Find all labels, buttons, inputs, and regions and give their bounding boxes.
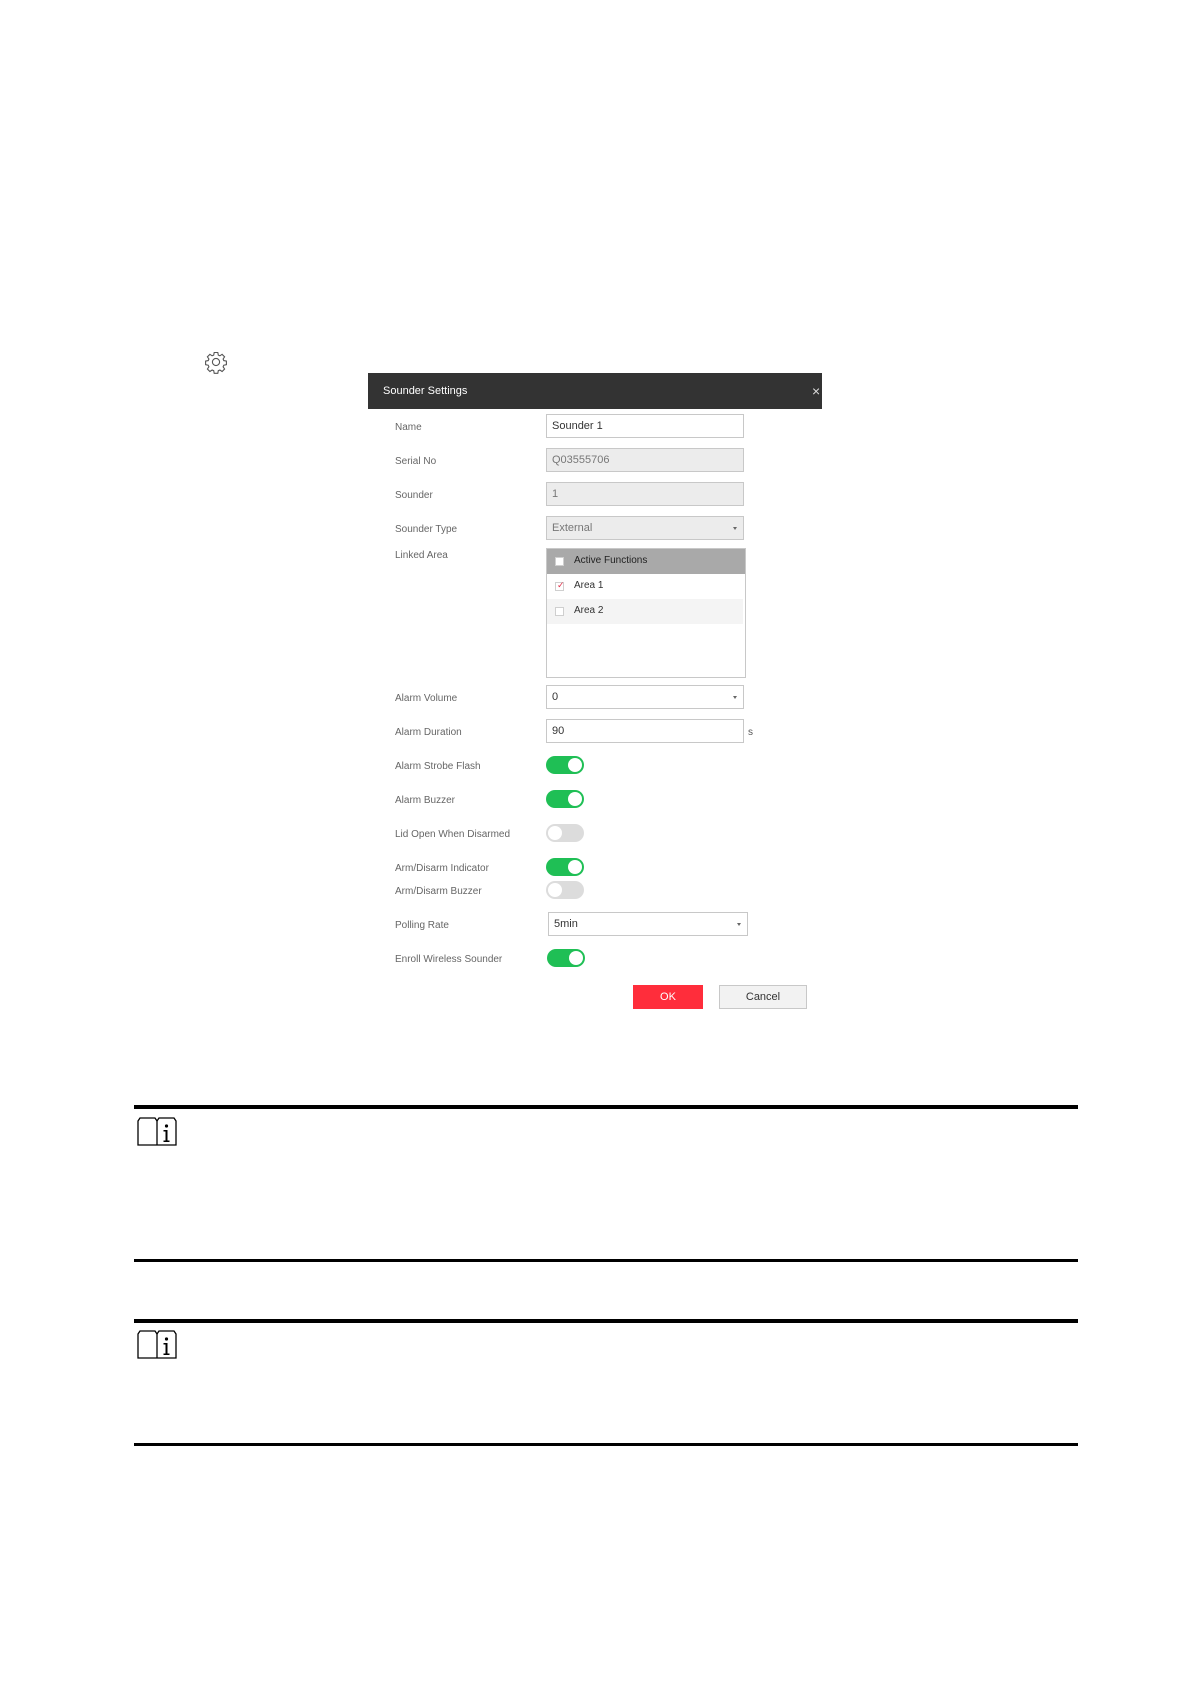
seconds-unit: s [748, 727, 753, 738]
linked-area-list [546, 548, 746, 678]
toggle-knob [568, 758, 582, 772]
serial-no-label: Serial No [395, 456, 437, 467]
alarm-volume-value: 0 [552, 691, 559, 703]
sounder-type-select[interactable] [546, 516, 744, 540]
area-1-checkbox[interactable] [555, 582, 564, 591]
book-info-icon [136, 1330, 178, 1360]
alarm-strobe-flash-toggle[interactable] [546, 756, 584, 774]
toggle-knob [569, 951, 583, 965]
serial-no-field: Q03555706 [546, 448, 744, 472]
toggle-knob [568, 792, 582, 806]
list-item[interactable] [547, 574, 743, 599]
alarm-volume-label: Alarm Volume [395, 693, 458, 704]
close-icon[interactable]: × [812, 383, 821, 399]
check-icon: ✓ [557, 580, 565, 590]
chevron-down-icon [733, 527, 737, 530]
chevron-down-icon [733, 696, 737, 699]
alarm-buzzer-label: Alarm Buzzer [395, 795, 456, 806]
polling-rate-label: Polling Rate [395, 920, 449, 931]
arm-disarm-indicator-label: Arm/Disarm Indicator [395, 863, 489, 874]
sounder-type-value: External [552, 522, 593, 534]
toggle-knob [568, 860, 582, 874]
gear-icon[interactable] [204, 350, 228, 374]
name-input[interactable]: Sounder 1 [546, 414, 744, 438]
dialog-header [368, 373, 822, 409]
list-item[interactable] [547, 599, 743, 624]
toggle-knob [548, 883, 562, 897]
name-label: Name [395, 422, 422, 433]
lid-open-when-disarmed-label: Lid Open When Disarmed [395, 829, 511, 840]
note-bottom-rule [134, 1443, 1078, 1446]
select-all-checkbox[interactable] [555, 557, 564, 566]
area-2-label: Area 2 [574, 605, 604, 616]
arm-disarm-buzzer-label: Arm/Disarm Buzzer [395, 886, 482, 897]
enroll-wireless-sounder-toggle[interactable] [547, 949, 585, 967]
alarm-volume-select[interactable] [546, 685, 744, 709]
note-bottom-rule [134, 1259, 1078, 1262]
ok-button[interactable]: OK [633, 985, 703, 1009]
sounder-label: Sounder [395, 490, 433, 501]
sounder-field: 1 [546, 482, 744, 506]
alarm-buzzer-toggle[interactable] [546, 790, 584, 808]
arm-disarm-buzzer-toggle[interactable] [546, 881, 584, 899]
polling-rate-value: 5min [554, 918, 578, 930]
note-top-rule [134, 1319, 1078, 1323]
alarm-duration-input[interactable]: 90 [546, 719, 744, 743]
alarm-duration-label: Alarm Duration [395, 727, 462, 738]
alarm-strobe-flash-label: Alarm Strobe Flash [395, 761, 481, 772]
active-functions-row[interactable] [547, 549, 745, 574]
area-1-label: Area 1 [574, 580, 604, 591]
chevron-down-icon [737, 923, 741, 926]
enroll-wireless-sounder-label: Enroll Wireless Sounder [395, 954, 503, 965]
toggle-knob [548, 826, 562, 840]
book-info-icon [136, 1117, 178, 1147]
linked-area-label: Linked Area [395, 550, 448, 561]
sounder-type-label: Sounder Type [395, 524, 458, 535]
polling-rate-select[interactable] [548, 912, 748, 936]
area-2-checkbox[interactable] [555, 607, 564, 616]
cancel-button[interactable]: Cancel [719, 985, 807, 1009]
dialog-title: Sounder Settings [383, 385, 468, 397]
lid-open-when-disarmed-toggle[interactable] [546, 824, 584, 842]
arm-disarm-indicator-toggle[interactable] [546, 858, 584, 876]
note-top-rule [134, 1105, 1078, 1109]
sounder-settings-dialog [368, 373, 822, 1023]
active-functions-label: Active Functions [574, 555, 648, 566]
